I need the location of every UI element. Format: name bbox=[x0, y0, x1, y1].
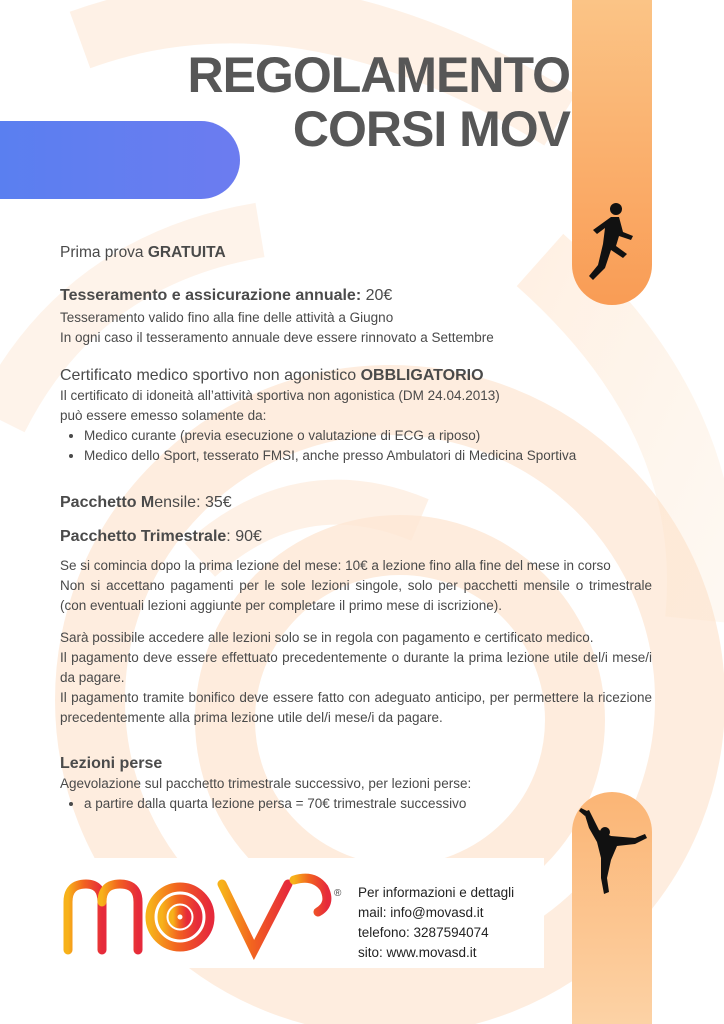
runner-icon bbox=[583, 202, 639, 282]
membership-line-1: Tesseramento valido fino alla fine delle attività a Giugno bbox=[60, 310, 394, 325]
monthly-label: Pacchetto M bbox=[60, 494, 155, 511]
certificate-list bbox=[60, 426, 652, 466]
trial-highlight: GRATUITA bbox=[147, 244, 226, 261]
registered-mark: ® bbox=[334, 888, 342, 899]
page-title bbox=[100, 48, 570, 156]
payment-line-2: Non si accettano pagamenti per le sole lezioni singole, solo per pacchetti mensile o trimestrale (con eventuali lezioni aggiunte per completare il primo mese di iscrizione). bbox=[60, 578, 652, 613]
certificate-section bbox=[60, 366, 652, 466]
membership-line-2: In ogni caso il tesseramento annuale deve essere rinnovato a Settembre bbox=[60, 330, 494, 345]
payment-rules-1 bbox=[60, 556, 652, 616]
quarterly-colon: : bbox=[226, 528, 231, 545]
membership-heading: Tesseramento e assicurazione annuale: bbox=[60, 287, 362, 304]
mov-logo bbox=[62, 870, 352, 960]
title-line-1: REGOLAMENTO bbox=[187, 47, 570, 103]
list-item: • Medico dello Sport, tesserato FMSI, anche presso Ambulatori di Medicina Sportiva bbox=[84, 446, 652, 466]
membership-section bbox=[60, 286, 494, 348]
payment-line-4: Il pagamento deve essere effettuato precedentemente o durante la prima lezione utile del/i mese/i da pagare. bbox=[60, 650, 652, 685]
certificate-heading: Certificato medico sportivo non agonistico bbox=[60, 367, 361, 384]
trial-line bbox=[60, 243, 226, 263]
missed-line-1: Agevolazione sul pacchetto trimestrale successivo, per lezioni perse: bbox=[60, 776, 472, 791]
payment-line-1: Se si comincia dopo la prima lezione del mese: 10€ a lezione fino alla fine del mese in corso bbox=[60, 558, 611, 573]
quarterly-price: 90€ bbox=[230, 528, 262, 545]
monthly-label-rest: ensile bbox=[154, 494, 197, 511]
contact-site[interactable]: sito: www.movasd.it bbox=[358, 945, 477, 960]
monthly-colon: : bbox=[196, 494, 201, 511]
payment-line-5: Il pagamento tramite bonifico deve essere fatto con adeguato anticipo, per permettere la ricezione precedentemente alla prima lezione utile del/i mese/i da pagare. bbox=[60, 690, 652, 725]
quarterly-label: Pacchetto Trimestrale bbox=[60, 528, 227, 545]
payment-rules-2 bbox=[60, 628, 652, 728]
membership-price: 20€ bbox=[361, 287, 393, 304]
contact-heading: Per informazioni e dettagli bbox=[358, 885, 515, 900]
contact-phone[interactable]: telefono: 3287594074 bbox=[358, 925, 489, 940]
missed-heading: Lezioni perse bbox=[60, 755, 163, 772]
list-item: • Medico curante (previa esecuzione o valutazione di ECG a riposo) bbox=[84, 426, 652, 446]
missed-list bbox=[60, 794, 652, 814]
yoga-pose-icon bbox=[575, 808, 650, 896]
contact-info bbox=[358, 883, 514, 963]
certificate-highlight: OBBLIGATORIO bbox=[360, 367, 484, 384]
title-line-2: CORSI MOV bbox=[292, 101, 570, 157]
quarterly-package bbox=[60, 527, 262, 547]
certificate-line-2: può essere emesso solamente da: bbox=[60, 408, 267, 423]
certificate-line-1: Il certificato di idoneità all’attività sportiva non agonistica (DM 24.04.2013) bbox=[60, 388, 500, 403]
contact-mail[interactable]: mail: info@movasd.it bbox=[358, 905, 484, 920]
list-item: • a partire dalla quarta lezione persa = 70€ trimestrale successivo bbox=[84, 794, 652, 814]
trial-prefix: Prima prova bbox=[60, 244, 148, 261]
monthly-price: 35€ bbox=[200, 494, 232, 511]
payment-line-3: Sarà possibile accedere alle lezioni solo se in regola con pagamento e certificato medico. bbox=[60, 630, 594, 645]
monthly-package bbox=[60, 493, 232, 513]
missed-lessons-section bbox=[60, 754, 652, 814]
